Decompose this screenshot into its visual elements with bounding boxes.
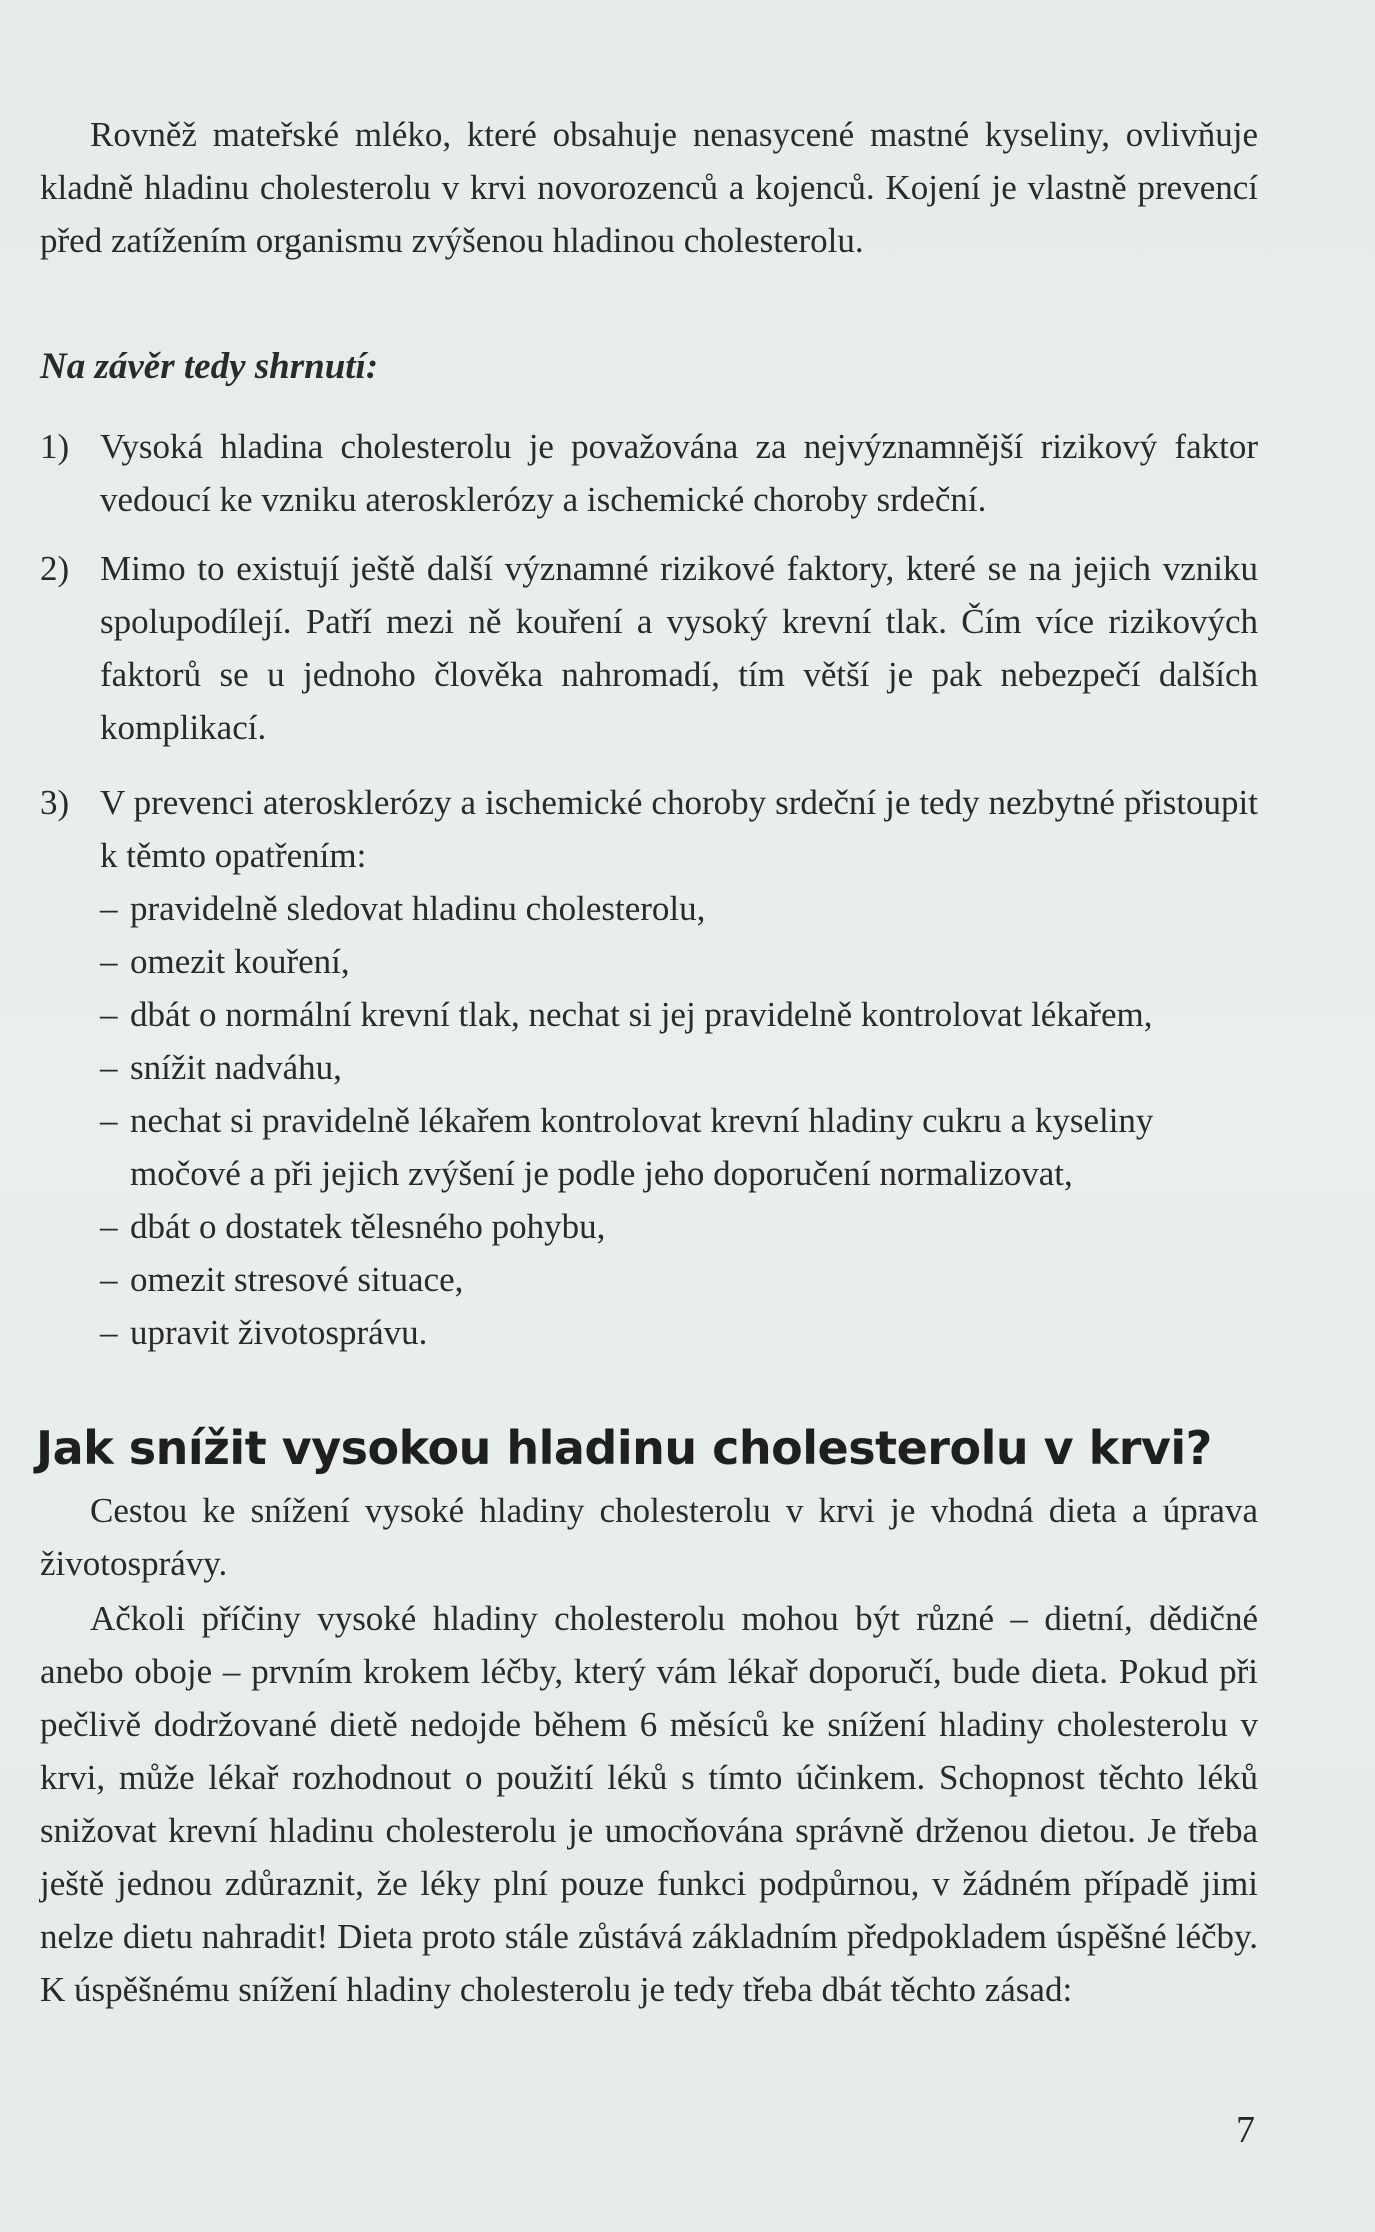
list-item: – snížit nadváhu, <box>100 1041 1260 1094</box>
summary-heading: Na závěr tedy shrnutí: <box>40 346 379 387</box>
summary-item-1 <box>40 420 1258 526</box>
list-item: – dbát o dostatek tělesného pohybu, <box>100 1200 1260 1253</box>
summary-item-3 <box>40 776 1258 882</box>
section-paragraph-2: Ačkoli příčiny vysoké hladiny cholesterolu mohou být různé – dietní, dědičné anebo oboje – prvním krokem léčby, který vám lékař doporučí, bude dieta. Pokud při pečlivě dodržované dietě nedojde během 6 měsíců ke snížení hladiny cholesterolu v krvi, může lékař rozhodnout o použití léků s tímto účinkem. Schopnost těchto léků snižovat krevní hladinu cholesterolu je umocňována správně drženou dietou. Je třeba ještě jednou zdůraznit, že léky plní pouze funkci podpůrnou, v žádném případě jimi nelze dietu nahradit! Dieta proto stále zůstává základním předpokladem úspěšné léčby. K úspěšnému snížení hladiny cholesterolu je tedy třeba dbát těchto zásad: <box>40 1599 1258 2009</box>
item-text: V prevenci aterosklerózy a ischemické choroby srdeční je tedy nezbytné přistoupit k těmto opatřením: <box>100 783 1258 875</box>
list-item: – dbát o normální krevní tlak, nechat si jej pravidelně kontrolovat lékařem, <box>100 988 1260 1041</box>
list-item: – pravidelně sledovat hladinu cholesterolu, <box>100 882 1260 935</box>
item-number: 1) <box>40 427 70 466</box>
list-item: – omezit kouření, <box>100 935 1260 988</box>
intro-paragraph: Rovněž mateřské mléko, které obsahuje nenasycené mastné kyseliny, ovlivňuje kladně hladinu cholesterolu v krvi novorozenců a kojenců. Kojení je vlastně prevencí před zatížením organismu zvýšenou hladinou cholesterolu. <box>40 115 1258 260</box>
item-number: 3) <box>40 783 70 822</box>
section-paragraph-1: Cestou ke snížení vysoké hladiny cholesterolu v krvi je vhodná dieta a úprava životosprávy. <box>40 1491 1258 1583</box>
measures-list <box>100 882 1260 1359</box>
summary-item-2 <box>40 542 1258 754</box>
list-item: – omezit stresové situace, <box>100 1253 1260 1306</box>
list-item: – upravit životosprávu. <box>100 1306 1260 1359</box>
item-text: Vysoká hladina cholesterolu je považována za nejvýznamnější rizikový faktor vedoucí ke vzniku aterosklerózy a ischemické choroby srdeční. <box>100 427 1258 519</box>
section-title: Jak snížit vysokou hladinu cholesterolu v krvi? <box>36 1421 1212 1475</box>
item-number: 2) <box>40 549 70 588</box>
list-item: – nechat si pravidelně lékařem kontrolovat krevní hladiny cukru a kyseliny močové a při jejich zvýšení je podle jeho doporučení normalizovat, <box>100 1094 1260 1200</box>
page-number: 7 <box>1236 2109 1255 2151</box>
item-text: Mimo to existují ještě další významné rizikové faktory, které se na jejich vzniku spolupodílejí. Patří mezi ně kouření a vysoký krevní tlak. Čím více rizikových faktorů se u jednoho člověka nahromadí, tím větší je pak nebezpečí dalších komplikací. <box>100 549 1258 747</box>
